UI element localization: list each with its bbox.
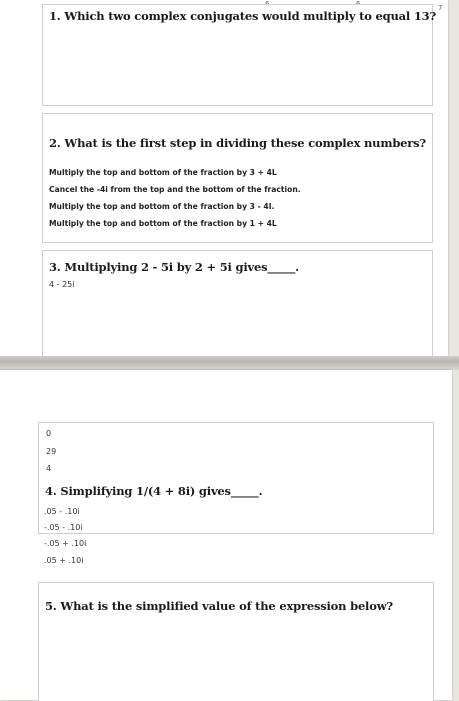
- question-4-box: [38, 422, 434, 534]
- question-4-option[interactable]: -.05 + .10i: [44, 539, 87, 548]
- question-2-option[interactable]: Multiply the top and bottom of the fraction by 3 + 4L: [49, 168, 277, 177]
- question-5-text: 5. What is the simplified value of the expression below?: [45, 599, 393, 613]
- question-4-option[interactable]: -.05 - .10i: [44, 523, 83, 532]
- page-divider: [0, 356, 459, 370]
- question-2-option[interactable]: Multiply the top and bottom of the fraction by 3 - 4I.: [49, 202, 275, 211]
- previous-option[interactable]: 4: [46, 464, 52, 473]
- question-2-box: [42, 113, 433, 243]
- question-4-text: 4. Simplifying 1/(4 + 8i) gives_____.: [45, 484, 263, 498]
- page-mark: 7: [438, 4, 443, 12]
- previous-option[interactable]: 0: [46, 429, 52, 438]
- question-3-text: 3. Multiplying 2 - 5i by 2 + 5i gives_____.: [49, 260, 299, 274]
- question-2-option[interactable]: Cancel the -4i from the top and the bottom of the fraction.: [49, 185, 301, 194]
- question-2-text: 2. What is the first step in dividing these complex numbers?: [49, 136, 426, 150]
- worksheet-page-bottom: [0, 370, 452, 700]
- question-3-box: [42, 250, 433, 357]
- question-2-option[interactable]: Multiply the top and bottom of the fraction by 1 + 4L: [49, 219, 277, 228]
- question-4-option[interactable]: .05 + .10i: [44, 556, 84, 565]
- worksheet-page-top: [0, 0, 448, 356]
- previous-option[interactable]: 29: [46, 447, 57, 456]
- question-5-box: [38, 582, 434, 701]
- question-1-text: 1. Which two complex conjugates would multiply to equal 13?: [49, 9, 436, 23]
- question-3-option[interactable]: 4 - 25i: [49, 280, 75, 289]
- question-4-option[interactable]: .05 - .10i: [44, 507, 80, 516]
- question-1-box: [42, 4, 436, 106]
